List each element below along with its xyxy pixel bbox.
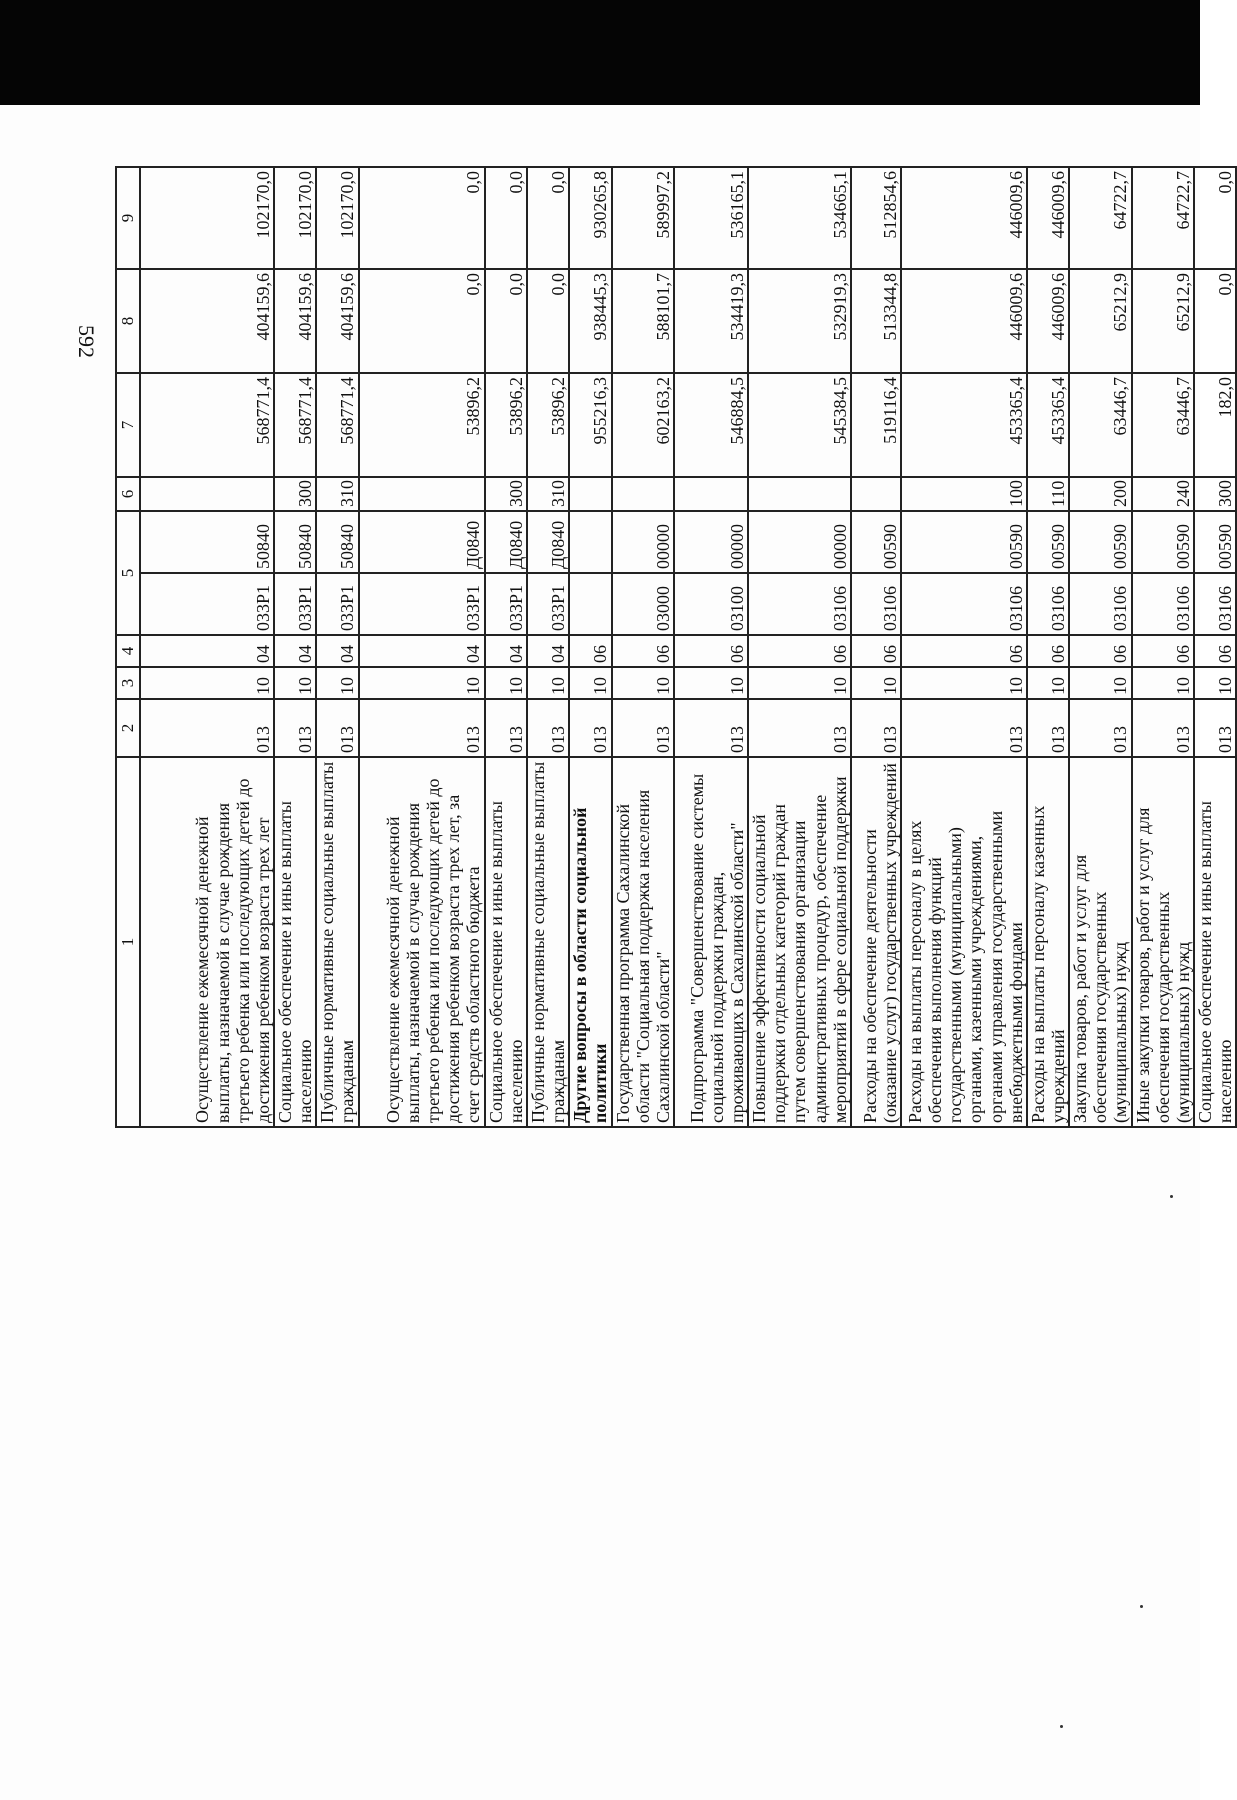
cell-c6 — [140, 477, 274, 511]
cell-c2: 013 — [274, 699, 316, 757]
cell-c8: 404159,6 — [140, 269, 274, 373]
cell-c4: 06 — [674, 635, 748, 667]
table-body — [140, 167, 1236, 1127]
cell-c2: 013 — [674, 699, 748, 757]
cell-c5a: 033P1 — [527, 573, 569, 635]
cell-c8: 534419,3 — [674, 269, 748, 373]
cell-c4: 06 — [1132, 635, 1194, 667]
cell-c2: 013 — [1069, 699, 1131, 757]
cell-c6 — [569, 477, 611, 511]
cell-c3: 10 — [901, 667, 1027, 699]
cell-c2: 013 — [527, 699, 569, 757]
col-header-8: 8 — [116, 269, 140, 373]
cell-c3: 10 — [1194, 667, 1236, 699]
cell-c2: 013 — [359, 699, 485, 757]
cell-c6: 200 — [1069, 477, 1131, 511]
table-row — [274, 167, 316, 1127]
cell-c2: 013 — [569, 699, 611, 757]
cell-c4: 06 — [612, 635, 674, 667]
cell-c8: 532919,3 — [748, 269, 851, 373]
cell-c9: 446009,6 — [901, 167, 1027, 269]
cell-c2: 013 — [1132, 699, 1194, 757]
cell-c8: 938445,3 — [569, 269, 611, 373]
cell-c4: 04 — [316, 635, 358, 667]
cell-c5a: 03000 — [612, 573, 674, 635]
cell-c4: 04 — [140, 635, 274, 667]
cell-c9: 534665,1 — [748, 167, 851, 269]
cell-c6 — [674, 477, 748, 511]
cell-c5b: Д0840 — [359, 511, 485, 573]
scan-speck — [1170, 1195, 1173, 1198]
rotated-budget-table — [74, 168, 1236, 1128]
cell-c7: 182,0 — [1194, 373, 1236, 477]
cell-c5b: 00590 — [1027, 511, 1069, 573]
cell-c9: 102170,0 — [274, 167, 316, 269]
cell-c3: 10 — [274, 667, 316, 699]
cell-c4: 06 — [748, 635, 851, 667]
cell-c9: 64722,7 — [1132, 167, 1194, 269]
cell-c3: 10 — [748, 667, 851, 699]
cell-c3: 10 — [359, 667, 485, 699]
cell-c5b: 00000 — [748, 511, 851, 573]
cell-c3: 10 — [485, 667, 527, 699]
table-row — [1132, 167, 1194, 1127]
cell-c5b: 00590 — [1132, 511, 1194, 573]
cell-c6 — [748, 477, 851, 511]
cell-c4: 06 — [569, 635, 611, 667]
cell-c6: 310 — [316, 477, 358, 511]
cell-c5b: 50840 — [140, 511, 274, 573]
cell-c8: 588101,7 — [612, 269, 674, 373]
cell-c8: 0,0 — [1194, 269, 1236, 373]
cell-c8: 513344,8 — [851, 269, 901, 373]
table-row — [851, 167, 901, 1127]
cell-c2: 013 — [851, 699, 901, 757]
cell-c6: 300 — [1194, 477, 1236, 511]
cell-c2: 013 — [748, 699, 851, 757]
cell-c2: 013 — [316, 699, 358, 757]
cell-c4: 04 — [359, 635, 485, 667]
cell-c6 — [612, 477, 674, 511]
cell-c7: 568771,4 — [316, 373, 358, 477]
col-header-1: 1 — [116, 757, 140, 1127]
cell-name: Социальное обеспечение и иные выплаты населению — [1194, 757, 1236, 1127]
cell-c3: 10 — [674, 667, 748, 699]
table-row — [527, 167, 569, 1127]
cell-c6 — [359, 477, 485, 511]
cell-c7: 568771,4 — [274, 373, 316, 477]
cell-name: Подпрограмма "Совершенствование системы социальной поддержки граждан, проживающих в Сахалинской области" — [674, 757, 748, 1127]
table-row — [569, 167, 611, 1127]
cell-c3: 10 — [569, 667, 611, 699]
cell-name: Публичные нормативные социальные выплаты гражданам — [316, 757, 358, 1127]
cell-c6: 240 — [1132, 477, 1194, 511]
cell-c5b — [569, 511, 611, 573]
cell-c8: 65212,9 — [1069, 269, 1131, 373]
table-row — [1194, 167, 1236, 1127]
cell-c2: 013 — [1194, 699, 1236, 757]
cell-c4: 04 — [527, 635, 569, 667]
cell-c6: 300 — [485, 477, 527, 511]
cell-name: Расходы на обеспечение деятельности (оказание услуг) государственных учреждений — [851, 757, 901, 1127]
table-row — [901, 167, 1027, 1127]
cell-c5a: 033P1 — [316, 573, 358, 635]
cell-name: Осуществление ежемесячной денежной выплаты, назначаемой в случае рождения третьего ребенка или последующих детей до достижения ребенком возраста трех лет — [140, 757, 274, 1127]
cell-c5a: 033P1 — [359, 573, 485, 635]
cell-c7: 53896,2 — [485, 373, 527, 477]
cell-c7: 546884,5 — [674, 373, 748, 477]
cell-c8: 0,0 — [359, 269, 485, 373]
cell-c7: 545384,5 — [748, 373, 851, 477]
cell-c7: 53896,2 — [527, 373, 569, 477]
cell-c5a: 03106 — [901, 573, 1027, 635]
cell-c5b: Д0840 — [527, 511, 569, 573]
cell-c8: 404159,6 — [274, 269, 316, 373]
cell-name: Повышение эффективности социальной поддержки отдельных категорий граждан путем совершенствования организации административных процедур, обеспечение мероприятий в сфере социальной поддержки — [748, 757, 851, 1127]
cell-c5b: 00590 — [1069, 511, 1131, 573]
table-row — [1027, 167, 1069, 1127]
cell-c7: 63446,7 — [1132, 373, 1194, 477]
cell-c4: 06 — [1069, 635, 1131, 667]
cell-c5a: 03106 — [1069, 573, 1131, 635]
cell-name: Государственная программа Сахалинской области "Социальная поддержка населения Сахалинской области" — [612, 757, 674, 1127]
scan-black-margin — [0, 0, 1200, 105]
cell-c5a: 03100 — [674, 573, 748, 635]
cell-c2: 013 — [140, 699, 274, 757]
cell-c3: 10 — [527, 667, 569, 699]
cell-c4: 06 — [1027, 635, 1069, 667]
cell-c7: 53896,2 — [359, 373, 485, 477]
cell-c9: 0,0 — [359, 167, 485, 269]
cell-name: Другие вопросы в области социальной политики — [569, 757, 611, 1127]
cell-c9: 536165,1 — [674, 167, 748, 269]
col-header-9: 9 — [116, 167, 140, 269]
cell-c2: 013 — [485, 699, 527, 757]
table-row — [485, 167, 527, 1127]
cell-c6: 310 — [527, 477, 569, 511]
scan-speck — [1060, 1725, 1063, 1728]
cell-c8: 446009,6 — [1027, 269, 1069, 373]
cell-c4: 06 — [1194, 635, 1236, 667]
cell-c6: 110 — [1027, 477, 1069, 511]
cell-c5b: 00590 — [851, 511, 901, 573]
cell-c8: 404159,6 — [316, 269, 358, 373]
cell-c8: 65212,9 — [1132, 269, 1194, 373]
col-header-2: 2 — [116, 699, 140, 757]
table-row — [674, 167, 748, 1127]
table-row — [359, 167, 485, 1127]
cell-c9: 930265,8 — [569, 167, 611, 269]
cell-c5b: 00590 — [1194, 511, 1236, 573]
cell-c4: 06 — [851, 635, 901, 667]
cell-c5b: Д0840 — [485, 511, 527, 573]
cell-c3: 10 — [316, 667, 358, 699]
cell-c3: 10 — [1069, 667, 1131, 699]
cell-c5a: 033P1 — [140, 573, 274, 635]
col-header-3: 3 — [116, 667, 140, 699]
cell-name: Публичные нормативные социальные выплаты гражданам — [527, 757, 569, 1127]
cell-c5a: 03106 — [1194, 573, 1236, 635]
cell-c2: 013 — [1027, 699, 1069, 757]
col-header-6: 6 — [116, 477, 140, 511]
cell-c5a: 033P1 — [274, 573, 316, 635]
cell-c9: 446009,6 — [1027, 167, 1069, 269]
cell-c5b: 50840 — [316, 511, 358, 573]
cell-c3: 10 — [612, 667, 674, 699]
col-header-5: 5 — [116, 511, 140, 635]
cell-c5a: 03106 — [748, 573, 851, 635]
cell-c7: 63446,7 — [1069, 373, 1131, 477]
budget-table — [115, 166, 1237, 1128]
cell-c9: 102170,0 — [140, 167, 274, 269]
cell-c9: 0,0 — [485, 167, 527, 269]
cell-c8: 0,0 — [485, 269, 527, 373]
cell-c5a: 033P1 — [485, 573, 527, 635]
cell-c9: 0,0 — [527, 167, 569, 269]
table-row — [612, 167, 674, 1127]
cell-c4: 04 — [485, 635, 527, 667]
cell-name: Социальное обеспечение и иные выплаты населению — [485, 757, 527, 1127]
cell-c5a: 03106 — [851, 573, 901, 635]
cell-c7: 453365,4 — [1027, 373, 1069, 477]
cell-c9: 512854,6 — [851, 167, 901, 269]
cell-c5a: 03106 — [1132, 573, 1194, 635]
col-header-7: 7 — [116, 373, 140, 477]
cell-c5a — [569, 573, 611, 635]
cell-c7: 453365,4 — [901, 373, 1027, 477]
col-header-4: 4 — [116, 635, 140, 667]
cell-c6: 300 — [274, 477, 316, 511]
cell-c3: 10 — [1027, 667, 1069, 699]
cell-c5b: 00000 — [612, 511, 674, 573]
cell-name: Расходы на выплаты персоналу казенных учреждений — [1027, 757, 1069, 1127]
cell-name: Осуществление ежемесячной денежной выплаты, назначаемой в случае рождения третьего ребенка или последующих детей до достижения ребенком возраста трех лет, за счет средств областного бюджета — [359, 757, 485, 1127]
cell-c6: 100 — [901, 477, 1027, 511]
cell-c3: 10 — [140, 667, 274, 699]
cell-name: Иные закупки товаров, работ и услуг для обеспечения государственных (муниципальных) нужд — [1132, 757, 1194, 1127]
cell-c9: 0,0 — [1194, 167, 1236, 269]
header-row — [116, 167, 140, 1127]
cell-c2: 013 — [901, 699, 1027, 757]
cell-c7: 955216,3 — [569, 373, 611, 477]
cell-c2: 013 — [612, 699, 674, 757]
cell-c8: 0,0 — [527, 269, 569, 373]
scan-speck — [1140, 1605, 1143, 1608]
page-number: 592 — [74, 325, 99, 358]
cell-c7: 602163,2 — [612, 373, 674, 477]
table-row — [140, 167, 274, 1127]
cell-c4: 06 — [901, 635, 1027, 667]
cell-c8: 446009,6 — [901, 269, 1027, 373]
cell-c5b: 00590 — [901, 511, 1027, 573]
cell-c3: 10 — [1132, 667, 1194, 699]
cell-c4: 04 — [274, 635, 316, 667]
cell-c7: 519116,4 — [851, 373, 901, 477]
table-row — [748, 167, 851, 1127]
table-row — [1069, 167, 1131, 1127]
cell-name: Социальное обеспечение и иные выплаты населению — [274, 757, 316, 1127]
cell-c5a: 03106 — [1027, 573, 1069, 635]
cell-name: Расходы на выплаты персоналу в целях обеспечения выполнения функций государственными (муниципальными) органами, казенными учреждениями, органами управления государственными внебюджетными фондами — [901, 757, 1027, 1127]
cell-c9: 102170,0 — [316, 167, 358, 269]
cell-c3: 10 — [851, 667, 901, 699]
cell-c6 — [851, 477, 901, 511]
cell-name: Закупка товаров, работ и услуг для обеспечения государственных (муниципальных) нужд — [1069, 757, 1131, 1127]
cell-c9: 64722,7 — [1069, 167, 1131, 269]
table-row — [316, 167, 358, 1127]
cell-c7: 568771,4 — [140, 373, 274, 477]
cell-c5b: 00000 — [674, 511, 748, 573]
cell-c5b: 50840 — [274, 511, 316, 573]
cell-c9: 589997,2 — [612, 167, 674, 269]
